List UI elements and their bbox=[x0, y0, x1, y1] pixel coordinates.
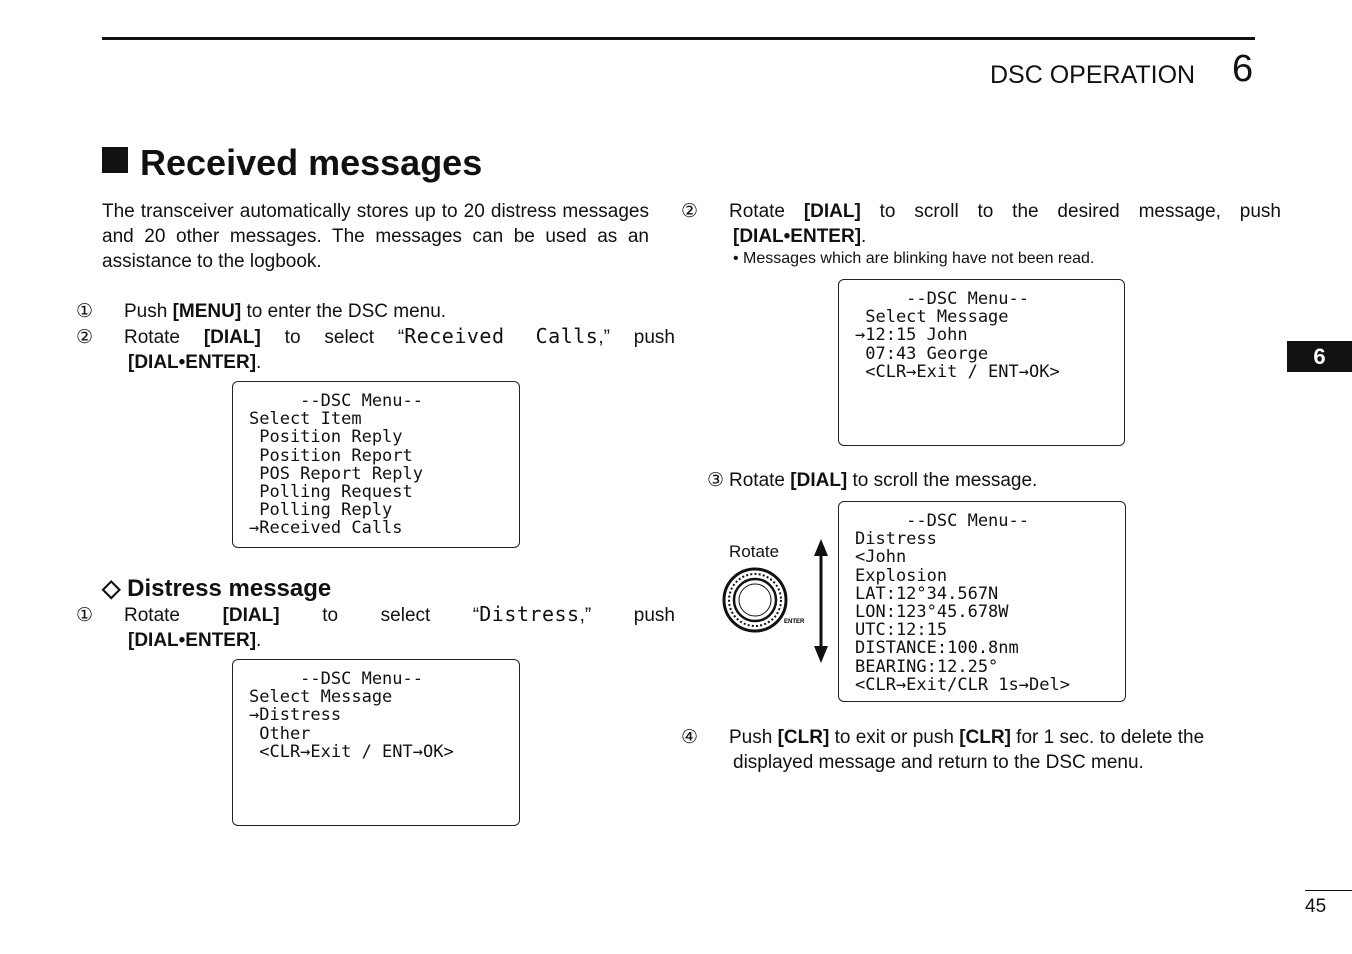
intro-paragraph: The transceiver automatically stores up to 20 distress messages and 20 other messages. The messages can be used as an assistance to the logbook. bbox=[102, 201, 649, 272]
distress-step-1: ① Rotate [DIAL] to select “Distress,” push [DIAL•ENTER]. bbox=[76, 602, 675, 651]
diamond-icon: ◇ bbox=[102, 575, 128, 602]
enter-text: ENTER bbox=[784, 619, 805, 625]
section-title-text: Received messages bbox=[140, 142, 483, 183]
lcd-select-message: --DSC Menu-- Select Message →Distress Other <CLR→Exit / ENT→OK> bbox=[232, 659, 520, 826]
lcd-received-calls: --DSC Menu-- Select Item Position Reply Position Report POS Report Reply Polling Request Polling Reply →Received Calls bbox=[232, 381, 520, 548]
key-dial-enter: [DIAL•ENTER] bbox=[128, 352, 257, 373]
right-step-4: ④ Push [CLR] to exit or push [CLR] for 1 sec. to delete the displayed message and return to the DSC menu. bbox=[681, 727, 1205, 773]
step-number: ④ bbox=[681, 727, 699, 748]
lcd-message-list: --DSC Menu-- Select Message →12:15 John 07:43 George <CLR→Exit / ENT→OK> bbox=[838, 279, 1125, 446]
left-step-1: ① Push [MENU] to enter the DSC menu. bbox=[76, 301, 447, 322]
step-number: ① bbox=[76, 605, 94, 626]
key-dial-enter: [DIAL•ENTER] bbox=[733, 226, 862, 247]
key-dial: [DIAL] bbox=[203, 327, 261, 348]
left-step-2: ② Rotate [DIAL] to select “Received Calls,” push [DIAL•ENTER]. bbox=[76, 324, 675, 373]
dial-knob-icon bbox=[724, 569, 786, 631]
section-title bbox=[102, 142, 482, 184]
chapter-number: 6 bbox=[1232, 48, 1254, 90]
top-rule bbox=[102, 37, 1255, 40]
right-step-2: ② Rotate [DIAL] to scroll to the desired message, push [DIAL•ENTER]. bbox=[681, 201, 1281, 247]
chapter-title: DSC OPERATION bbox=[990, 61, 1196, 89]
key-clr: [CLR] bbox=[959, 727, 1011, 748]
step-number: ② bbox=[76, 327, 94, 348]
step-number: ② bbox=[681, 201, 699, 222]
lcd-distress-detail: --DSC Menu-- Distress <John Explosion LAT:12°34.567N LON:123°45.678W UTC:12:15 DISTANCE:100.8nm BEARING:12.25° <CLR→Exit/CLR 1s→Del> bbox=[838, 501, 1126, 702]
key-clr: [CLR] bbox=[777, 727, 830, 748]
page-number: 45 bbox=[1305, 896, 1327, 917]
step-number: ① bbox=[76, 301, 94, 322]
lcd-term-received-calls: Received Calls bbox=[404, 324, 599, 348]
key-dial: [DIAL] bbox=[790, 470, 848, 491]
step-number: ③ bbox=[707, 470, 725, 491]
square-bullet-icon bbox=[102, 147, 128, 173]
distress-heading: ◇ Distress message bbox=[102, 575, 332, 602]
footer-rule bbox=[1305, 890, 1352, 891]
key-dial: [DIAL] bbox=[222, 605, 280, 626]
dial-illustration bbox=[718, 536, 838, 666]
blinking-note: • Messages which are blinking have not been read. bbox=[733, 250, 1095, 267]
chapter-side-tab: 6 bbox=[1287, 341, 1352, 372]
key-dial-enter: [DIAL•ENTER] bbox=[128, 630, 257, 651]
up-down-arrow-icon bbox=[814, 539, 828, 663]
rotate-label: Rotate bbox=[729, 542, 780, 561]
lcd-term-distress: Distress bbox=[479, 602, 580, 626]
key-menu: [MENU] bbox=[172, 301, 242, 322]
right-step-3: ③ Rotate [DIAL] to scroll the message. bbox=[707, 470, 1038, 491]
key-dial: [DIAL] bbox=[803, 201, 861, 222]
